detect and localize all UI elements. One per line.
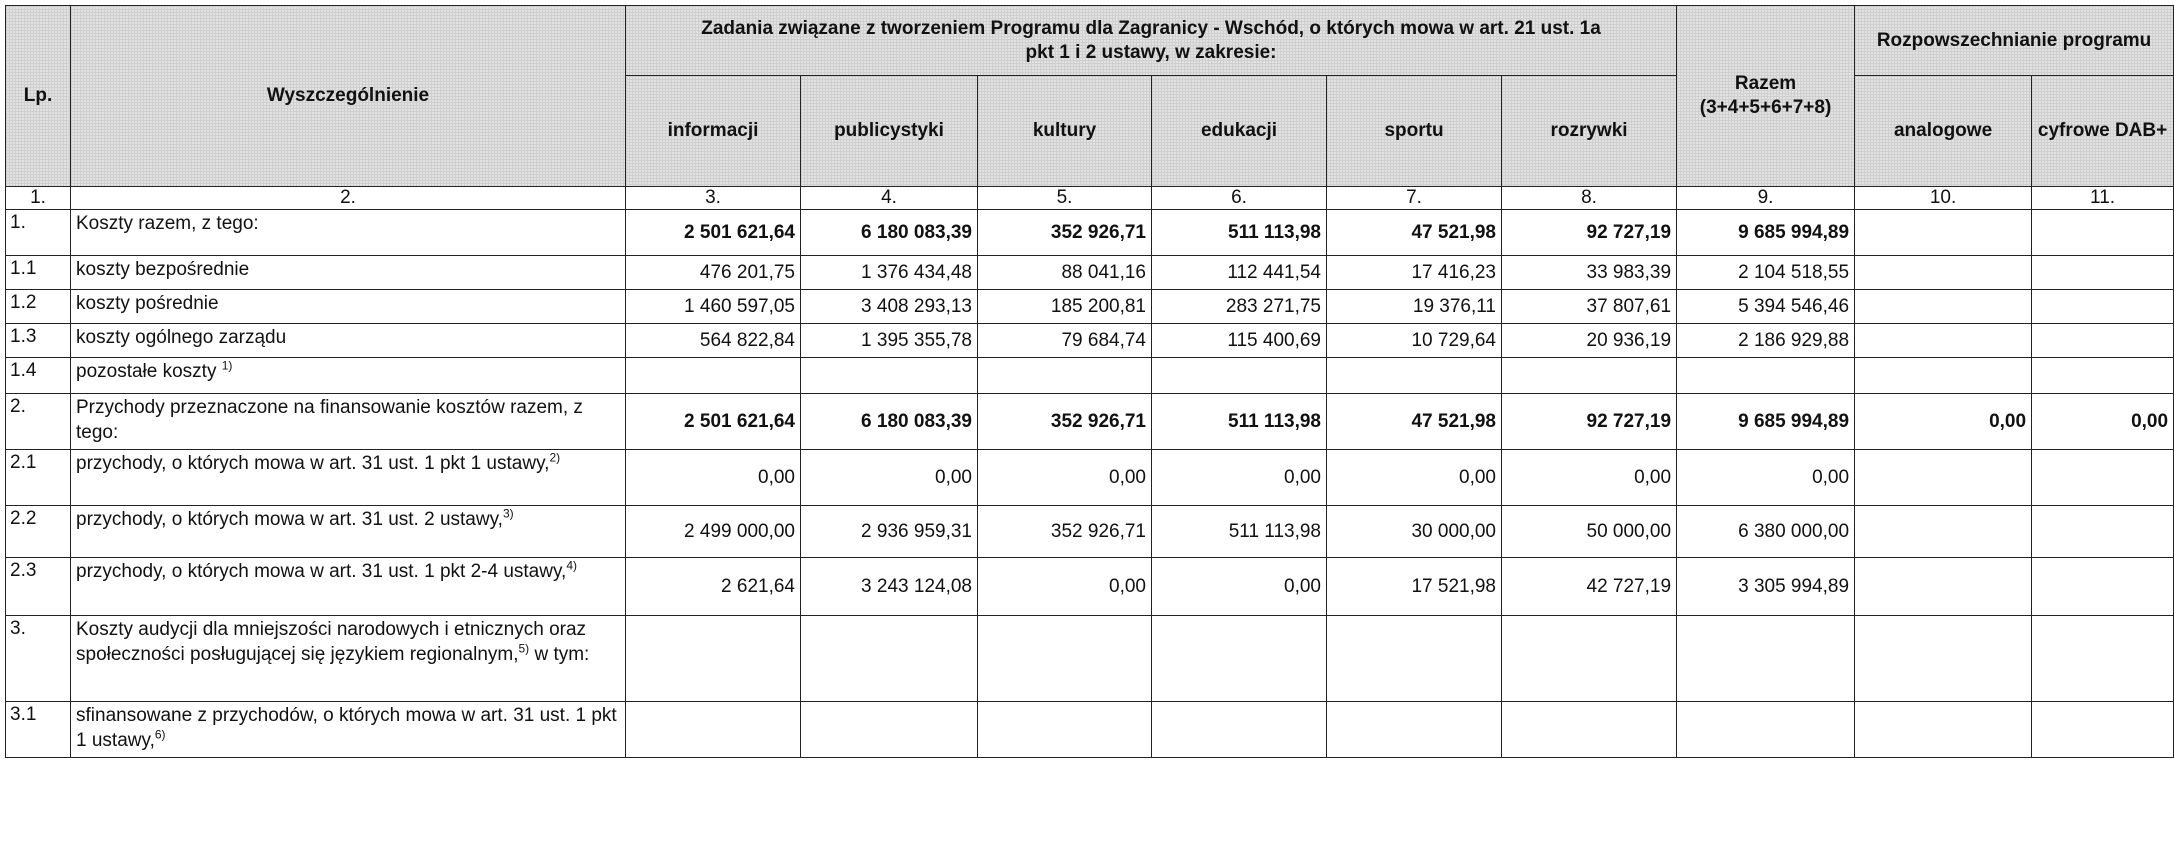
row-lp: 1.4 <box>6 358 71 394</box>
row-description <box>71 702 626 758</box>
row-description-text: koszty ogólnego zarządu <box>76 327 287 348</box>
value-cell <box>1502 358 1677 394</box>
value-cell: 17 521,98 <box>1327 558 1502 616</box>
header-razem <box>1677 6 1855 187</box>
value-cell <box>1855 210 2032 256</box>
table-row <box>6 324 2174 358</box>
value-cell: 0,00 <box>978 450 1152 506</box>
row-description <box>71 256 626 290</box>
value-cell: 20 936,19 <box>1502 324 1677 358</box>
header-edukacji: edukacji <box>1152 76 1327 187</box>
value-cell <box>1677 702 1855 758</box>
row-description <box>71 394 626 450</box>
footnote-marker: 6) <box>154 727 166 742</box>
value-cell: 0,00 <box>978 558 1152 616</box>
value-cell <box>1152 358 1327 394</box>
column-number-row <box>6 187 2174 210</box>
value-cell: 17 416,23 <box>1327 256 1502 290</box>
col-number: 2. <box>71 187 626 210</box>
row-description-text: Przychody przeznaczone na finansowanie kosztów razem, z tego: <box>76 397 583 443</box>
row-description-text: Koszty razem, z tego: <box>76 213 259 234</box>
row-description-text: Koszty audycji dla mniejszości narodowych i etnicznych oraz społeczności posługującej się językiem regionalnym, <box>76 619 587 665</box>
value-cell: 88 041,16 <box>978 256 1152 290</box>
header-wyszczegolnienie: Wyszczególnienie <box>71 6 626 187</box>
value-cell: 1 395 355,78 <box>801 324 978 358</box>
value-cell: 112 441,54 <box>1152 256 1327 290</box>
value-cell: 3 243 124,08 <box>801 558 978 616</box>
value-cell: 476 201,75 <box>626 256 801 290</box>
value-cell: 0,00 <box>1327 450 1502 506</box>
row-description <box>71 506 626 558</box>
table-row <box>6 358 2174 394</box>
value-cell: 10 729,64 <box>1327 324 1502 358</box>
value-cell: 42 727,19 <box>1502 558 1677 616</box>
value-cell <box>2032 616 2174 702</box>
col-number: 9. <box>1677 187 1855 210</box>
value-cell: 9 685 994,89 <box>1677 210 1855 256</box>
row-lp: 1.3 <box>6 324 71 358</box>
value-cell: 283 271,75 <box>1152 290 1327 324</box>
header-sportu: sportu <box>1327 76 1502 187</box>
value-cell <box>2032 702 2174 758</box>
value-cell: 511 113,98 <box>1152 394 1327 450</box>
col-number: 6. <box>1152 187 1327 210</box>
table-row <box>6 290 2174 324</box>
value-cell: 47 521,98 <box>1327 210 1502 256</box>
table-row <box>6 450 2174 506</box>
value-cell: 115 400,69 <box>1152 324 1327 358</box>
row-description-text: przychody, o których mowa w art. 31 ust. 1 pkt 2-4 ustawy, <box>76 561 567 582</box>
footnote-marker: 3) <box>502 506 514 521</box>
value-cell <box>978 358 1152 394</box>
value-cell <box>2032 290 2174 324</box>
value-cell <box>1855 616 2032 702</box>
table-body <box>6 187 2174 758</box>
table-row <box>6 558 2174 616</box>
value-cell <box>1855 290 2032 324</box>
value-cell <box>1855 558 2032 616</box>
value-cell: 79 684,74 <box>978 324 1152 358</box>
value-cell <box>626 616 801 702</box>
footnote-marker: 1) <box>221 358 233 373</box>
value-cell: 2 621,64 <box>626 558 801 616</box>
row-description-text: przychody, o których mowa w art. 31 ust. 2 ustawy, <box>76 509 503 530</box>
col-number: 5. <box>978 187 1152 210</box>
value-cell <box>1855 450 2032 506</box>
value-cell: 2 186 929,88 <box>1677 324 1855 358</box>
value-cell <box>1152 702 1327 758</box>
value-cell <box>1855 256 2032 290</box>
value-cell <box>801 616 978 702</box>
row-description-text: koszty bezpośrednie <box>76 259 250 280</box>
row-description <box>71 290 626 324</box>
header-rozrywki: rozrywki <box>1502 76 1677 187</box>
header-publicystyki: publicystyki <box>801 76 978 187</box>
value-cell: 511 113,98 <box>1152 210 1327 256</box>
value-cell <box>2032 256 2174 290</box>
row-description-text: sfinansowane z przychodów, o których mowa w art. 31 ust. 1 pkt 1 ustawy, <box>76 705 617 751</box>
table-row <box>6 616 2174 702</box>
value-cell <box>1677 616 1855 702</box>
row-lp: 2.3 <box>6 558 71 616</box>
value-cell: 0,00 <box>1502 450 1677 506</box>
value-cell: 185 200,81 <box>978 290 1152 324</box>
value-cell: 2 104 518,55 <box>1677 256 1855 290</box>
row-lp: 3. <box>6 616 71 702</box>
header-informacji: informacji <box>626 76 801 187</box>
value-cell: 2 936 959,31 <box>801 506 978 558</box>
header-lp: Lp. <box>6 6 71 187</box>
row-description-text: pozostałe koszty <box>76 361 222 382</box>
header-rozpowszechnianie-group: Rozpowszechnianie programu <box>1855 6 2174 76</box>
value-cell <box>2032 210 2174 256</box>
value-cell: 5 394 546,46 <box>1677 290 1855 324</box>
row-description-text: koszty pośrednie <box>76 293 219 314</box>
value-cell <box>1327 616 1502 702</box>
value-cell <box>626 358 801 394</box>
row-description <box>71 450 626 506</box>
row-description <box>71 358 626 394</box>
row-lp: 3.1 <box>6 702 71 758</box>
row-lp: 1.1 <box>6 256 71 290</box>
row-lp: 1. <box>6 210 71 256</box>
value-cell: 30 000,00 <box>1327 506 1502 558</box>
value-cell <box>978 702 1152 758</box>
costs-table <box>5 5 2174 758</box>
value-cell <box>2032 450 2174 506</box>
value-cell: 1 376 434,48 <box>801 256 978 290</box>
row-description-text: przychody, o których mowa w art. 31 ust. 1 pkt 1 ustawy, <box>76 453 550 474</box>
value-cell: 50 000,00 <box>1502 506 1677 558</box>
value-cell: 0,00 <box>801 450 978 506</box>
value-cell <box>1855 506 2032 558</box>
value-cell: 0,00 <box>1677 450 1855 506</box>
value-cell: 47 521,98 <box>1327 394 1502 450</box>
value-cell: 564 822,84 <box>626 324 801 358</box>
row-lp: 2. <box>6 394 71 450</box>
value-cell: 0,00 <box>2032 394 2174 450</box>
table-row <box>6 394 2174 450</box>
value-cell: 352 926,71 <box>978 210 1152 256</box>
value-cell: 511 113,98 <box>1152 506 1327 558</box>
value-cell: 352 926,71 <box>978 506 1152 558</box>
col-number: 1. <box>6 187 71 210</box>
value-cell <box>1327 358 1502 394</box>
value-cell <box>1855 324 2032 358</box>
header-zadania-group: Zadania związane z tworzeniem Programu dla Zagranicy - Wschód, o których mowa w art. 21 ust. 1a pkt 1 i 2 ustawy, w zakresie: <box>626 6 1677 76</box>
value-cell <box>1502 702 1677 758</box>
value-cell <box>978 616 1152 702</box>
value-cell: 0,00 <box>1855 394 2032 450</box>
value-cell: 0,00 <box>1152 450 1327 506</box>
value-cell: 2 501 621,64 <box>626 394 801 450</box>
table-row <box>6 256 2174 290</box>
value-cell: 33 983,39 <box>1502 256 1677 290</box>
row-lp: 1.2 <box>6 290 71 324</box>
row-lp: 2.1 <box>6 450 71 506</box>
value-cell: 352 926,71 <box>978 394 1152 450</box>
value-cell: 92 727,19 <box>1502 394 1677 450</box>
value-cell <box>1152 616 1327 702</box>
col-number: 3. <box>626 187 801 210</box>
footnote-marker: 2) <box>549 450 561 465</box>
value-cell: 6 380 000,00 <box>1677 506 1855 558</box>
value-cell: 37 807,61 <box>1502 290 1677 324</box>
footnote-marker: 5) <box>518 641 530 656</box>
value-cell <box>626 702 801 758</box>
col-number: 7. <box>1327 187 1502 210</box>
value-cell: 19 376,11 <box>1327 290 1502 324</box>
col-number: 10. <box>1855 187 2032 210</box>
row-description <box>71 616 626 702</box>
table-row <box>6 702 2174 758</box>
col-number: 11. <box>2032 187 2174 210</box>
col-number: 8. <box>1502 187 1677 210</box>
header-cyfrowe-dab: cyfrowe DAB+ <box>2032 76 2174 187</box>
header-row-top <box>6 6 2174 76</box>
value-cell <box>1677 358 1855 394</box>
value-cell <box>1502 616 1677 702</box>
value-cell: 2 499 000,00 <box>626 506 801 558</box>
value-cell: 3 305 994,89 <box>1677 558 1855 616</box>
value-cell <box>2032 558 2174 616</box>
table-row <box>6 210 2174 256</box>
header-kultury: kultury <box>978 76 1152 187</box>
value-cell: 1 460 597,05 <box>626 290 801 324</box>
value-cell <box>801 702 978 758</box>
value-cell <box>2032 324 2174 358</box>
value-cell: 9 685 994,89 <box>1677 394 1855 450</box>
col-number: 4. <box>801 187 978 210</box>
row-description <box>71 210 626 256</box>
footnote-marker: 4) <box>566 558 577 573</box>
value-cell: 6 180 083,39 <box>801 394 978 450</box>
value-cell: 6 180 083,39 <box>801 210 978 256</box>
row-description <box>71 558 626 616</box>
value-cell <box>801 358 978 394</box>
value-cell: 2 501 621,64 <box>626 210 801 256</box>
header-analogowe: analogowe <box>1855 76 2032 187</box>
value-cell <box>2032 506 2174 558</box>
header-razem-label: Razem <box>1734 73 1797 95</box>
value-cell <box>2032 358 2174 394</box>
value-cell <box>1855 702 2032 758</box>
value-cell: 0,00 <box>1152 558 1327 616</box>
row-description-tail: w tym: <box>529 643 590 665</box>
header-razem-formula: (3+4+5+6+7+8) <box>1699 97 1832 118</box>
value-cell <box>1855 358 2032 394</box>
value-cell: 3 408 293,13 <box>801 290 978 324</box>
row-lp: 2.2 <box>6 506 71 558</box>
value-cell <box>1327 702 1502 758</box>
row-description <box>71 324 626 358</box>
table-row <box>6 506 2174 558</box>
value-cell: 92 727,19 <box>1502 210 1677 256</box>
value-cell: 0,00 <box>626 450 801 506</box>
